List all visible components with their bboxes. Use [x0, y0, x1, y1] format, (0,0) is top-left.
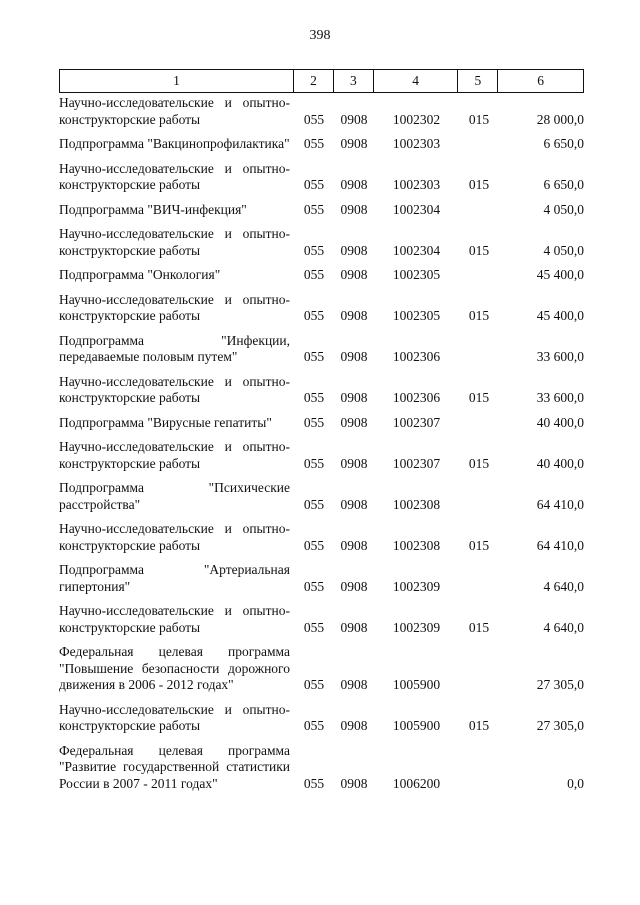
table-row — [59, 136, 584, 153]
header-col-2: 2 — [294, 70, 334, 92]
row-description: Научно-исследовательские и опытно-конструкторские работы — [59, 291, 290, 323]
row-code-3: 0908 — [340, 308, 368, 323]
row-description: Научно-исследовательские и опытно-конструкторские работы — [59, 603, 290, 635]
row-code-5: 015 — [468, 537, 490, 553]
row-description: Подпрограмма "Вакцинопрофилактика" — [59, 136, 290, 151]
row-code-4: 1005900 — [392, 677, 441, 692]
row-code-3: 0908 — [340, 677, 368, 692]
row-code-2: 055 — [303, 349, 325, 364]
row-code-4: 1006200 — [392, 775, 441, 791]
row-code-3: 0908 — [340, 455, 368, 471]
row-code-5: 015 — [468, 619, 490, 635]
table-row — [59, 292, 584, 325]
row-amount: 4 640,0 — [543, 619, 584, 635]
row-code-3: 0908 — [340, 111, 368, 127]
row-code-4: 1002306 — [392, 390, 441, 405]
row-description: Научно-исследовательские и опытно-конструкторские работы — [59, 160, 290, 192]
row-code-4: 1002308 — [392, 496, 441, 512]
row-code-5: 015 — [468, 308, 490, 323]
row-code-4: 1002307 — [392, 455, 441, 471]
table-row — [59, 415, 584, 432]
row-code-2: 055 — [303, 111, 325, 127]
row-code-4: 1002307 — [392, 414, 441, 430]
row-amount: 6 650,0 — [543, 177, 584, 192]
row-code-4: 1002305 — [392, 308, 441, 323]
header-col-1: 1 — [60, 70, 294, 92]
row-code-4: 1002303 — [392, 136, 441, 151]
row-description: Научно-исследовательские и опытно-конструкторские работы — [59, 373, 290, 405]
table-row — [59, 644, 584, 694]
table-row — [59, 161, 584, 194]
row-code-2: 055 — [303, 308, 325, 323]
header-col-4: 4 — [374, 70, 459, 92]
row-code-5: 015 — [468, 455, 490, 471]
table-row — [59, 95, 584, 128]
table-row — [59, 521, 584, 554]
row-code-2: 055 — [303, 136, 325, 151]
row-code-3: 0908 — [340, 242, 368, 258]
row-description: Научно-исследовательские и опытно-конструкторские работы — [59, 701, 290, 733]
row-description: Подпрограмма "ВИЧ-инфекция" — [59, 201, 247, 217]
row-amount: 40 400,0 — [536, 455, 584, 471]
row-code-3: 0908 — [340, 414, 368, 430]
table-row — [59, 439, 584, 472]
row-code-5: 015 — [468, 177, 490, 192]
row-code-2: 055 — [303, 619, 325, 635]
row-code-5: 015 — [468, 390, 490, 405]
row-code-3: 0908 — [340, 267, 368, 282]
row-description: Научно-исследовательские и опытно-конструкторские работы — [59, 439, 290, 471]
row-amount: 4 050,0 — [543, 201, 584, 217]
row-description: Подпрограмма "Вирусные гепатиты" — [59, 414, 272, 430]
row-code-3: 0908 — [340, 496, 368, 512]
row-code-4: 1002309 — [392, 619, 441, 635]
page-number: 398 — [309, 28, 331, 43]
row-amount: 4 640,0 — [543, 578, 584, 594]
row-code-2: 055 — [303, 177, 325, 192]
header-col-6: 6 — [537, 73, 544, 88]
row-description: Федеральная целевая программа "Развитие государственной статистики России в 2007 - 2011 годах" — [59, 742, 290, 791]
row-code-3: 0908 — [340, 578, 368, 594]
header-col-3: 3 — [334, 70, 374, 92]
row-code-2: 055 — [303, 414, 325, 430]
row-description: Научно-исследовательские и опытно-конструкторские работы — [59, 226, 290, 258]
row-description: Подпрограмма "Психические расстройства" — [59, 480, 290, 512]
row-description: Научно-исследовательские и опытно-конструкторские работы — [59, 521, 290, 553]
row-description: Федеральная целевая программа "Повышение безопасности дорожного движения в 2006 - 2012 годах" — [59, 644, 290, 692]
row-amount: 4 050,0 — [543, 242, 584, 258]
row-code-3: 0908 — [340, 619, 368, 635]
row-code-4: 1002304 — [392, 201, 441, 217]
table-row — [59, 374, 584, 407]
row-description: Подпрограмма "Артериальная гипертония" — [59, 562, 290, 594]
row-code-4: 1002302 — [392, 111, 441, 127]
row-amount: 28 000,0 — [536, 111, 584, 127]
row-code-2: 055 — [303, 267, 325, 282]
row-code-4: 1002305 — [392, 267, 441, 282]
table-body — [59, 95, 584, 800]
row-code-2: 055 — [303, 537, 325, 553]
row-amount: 27 305,0 — [536, 677, 584, 692]
row-amount: 33 600,0 — [536, 390, 584, 405]
table-row — [59, 333, 584, 366]
row-code-4: 1002303 — [392, 177, 441, 192]
row-code-5: 015 — [468, 111, 490, 127]
row-code-4: 1002308 — [392, 537, 441, 553]
row-amount: 0,0 — [567, 775, 584, 791]
row-description: Подпрограмма "Инфекции, передаваемые половым путем" — [59, 332, 290, 364]
row-amount: 64 410,0 — [536, 537, 584, 553]
row-code-2: 055 — [303, 775, 325, 791]
row-code-4: 1002306 — [392, 349, 441, 364]
table-row — [59, 226, 584, 259]
table-row — [59, 603, 584, 636]
row-code-2: 055 — [303, 455, 325, 471]
row-code-3: 0908 — [340, 390, 368, 405]
row-code-5: 015 — [468, 242, 490, 258]
row-amount: 33 600,0 — [536, 349, 584, 364]
table-row — [59, 562, 584, 595]
header-col-5: 5 — [458, 70, 498, 92]
row-amount: 40 400,0 — [536, 414, 584, 430]
table-row — [59, 202, 584, 219]
row-description: Научно-исследовательские и опытно-конструкторские работы — [59, 95, 290, 127]
row-code-2: 055 — [303, 496, 325, 512]
row-code-5: 015 — [468, 718, 490, 733]
table-row — [59, 743, 584, 793]
row-amount: 45 400,0 — [536, 267, 584, 282]
table-row — [59, 702, 584, 735]
table-header — [59, 69, 584, 93]
row-amount: 27 305,0 — [536, 718, 584, 733]
row-amount: 6 650,0 — [543, 136, 584, 151]
row-amount: 45 400,0 — [536, 308, 584, 323]
row-code-3: 0908 — [340, 201, 368, 217]
row-amount: 64 410,0 — [536, 496, 584, 512]
row-code-4: 1002304 — [392, 242, 441, 258]
row-code-2: 055 — [303, 578, 325, 594]
row-code-3: 0908 — [340, 177, 368, 192]
row-code-2: 055 — [303, 242, 325, 258]
row-code-3: 0908 — [340, 537, 368, 553]
row-code-4: 1005900 — [392, 718, 441, 733]
row-code-3: 0908 — [340, 718, 368, 733]
table-row — [59, 480, 584, 513]
row-code-3: 0908 — [340, 136, 368, 151]
row-code-2: 055 — [303, 718, 325, 733]
row-code-3: 0908 — [340, 775, 368, 791]
row-description: Подпрограмма "Онкология" — [59, 267, 221, 282]
row-code-4: 1002309 — [392, 578, 441, 594]
row-code-2: 055 — [303, 201, 325, 217]
row-code-3: 0908 — [340, 349, 368, 364]
row-code-2: 055 — [303, 390, 325, 405]
table-row — [59, 267, 584, 284]
row-code-2: 055 — [303, 677, 325, 692]
